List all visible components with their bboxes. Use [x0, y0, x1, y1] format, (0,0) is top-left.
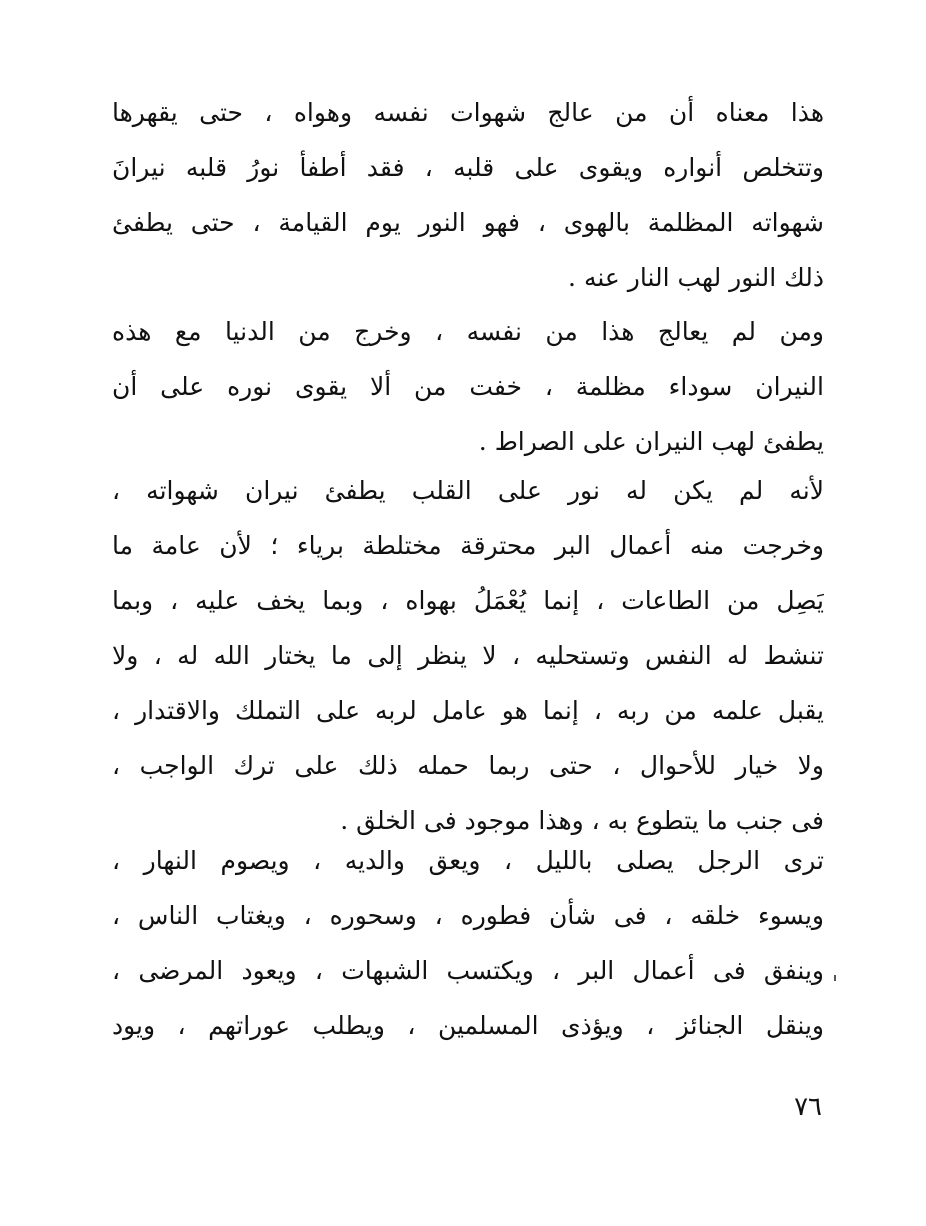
text-line: وينفق فى أعمال البر ، ويكتسب الشبهات ، ويعود المرضى ،	[112, 956, 824, 985]
text-line: يقبل علمه من ربه ، إنما هو عامل لربه على التملك والاقتدار ،	[112, 696, 824, 725]
paragraph-4	[112, 833, 824, 1053]
text-line: ومن لم يعالج هذا من نفسه ، وخرج من الدنيا مع هذه	[112, 317, 824, 346]
text-line: هذا معناه أن من عالج شهوات نفسه وهواه ، حتى يقهرها	[112, 98, 824, 127]
text-line: النيران سوداء مظلمة ، خفت من ألا يقوى نوره على أن	[112, 372, 824, 401]
text-line: ترى الرجل يصلى بالليل ، ويعق والديه ، ويصوم النهار ،	[112, 846, 824, 875]
paragraph-3	[112, 463, 824, 848]
text-line: يَصِل من الطاعات ، إنما يُعْمَلُ بهواه ، وبما يخف عليه ، وبما	[112, 586, 824, 615]
text-line: ويسوء خلقه ، فى شأن فطوره ، وسحوره ، ويغتاب الناس ،	[112, 901, 824, 930]
paragraph-1	[112, 85, 824, 305]
paragraph-2	[112, 304, 824, 469]
text-line: ذلك النور لهب النار عنه .	[568, 263, 824, 292]
text-line: وينقل الجنائز ، ويؤذى المسلمين ، ويطلب عوراتهم ، ويود	[112, 1011, 824, 1040]
text-line: تنشط له النفس وتستحليه ، لا ينظر إلى ما يختار الله له ، ولا	[112, 641, 824, 670]
text-line: شهواته المظلمة بالهوى ، فهو النور يوم القيامة ، حتى يطفئ	[112, 208, 824, 237]
text-line: يطفئ لهب النيران على الصراط .	[478, 427, 824, 456]
scan-speck	[834, 975, 836, 981]
text-line: لأنه لم يكن له نور على القلب يطفئ نيران شهواته ،	[112, 476, 824, 505]
text-line: فى جنب ما يتطوع به ، وهذا موجود فى الخلق .	[340, 806, 824, 835]
text-line: وخرجت منه أعمال البر محترقة مختلطة برياء ؛ لأن عامة ما	[112, 531, 824, 560]
page-number: ٧٦	[794, 1092, 822, 1122]
text-line: ولا خيار للأحوال ، حتى ربما حمله ذلك على ترك الواجب ،	[112, 751, 824, 780]
text-line: وتتخلص أنواره ويقوى على قلبه ، فقد أطفأ نورُ قلبه نيرانَ	[112, 153, 824, 182]
